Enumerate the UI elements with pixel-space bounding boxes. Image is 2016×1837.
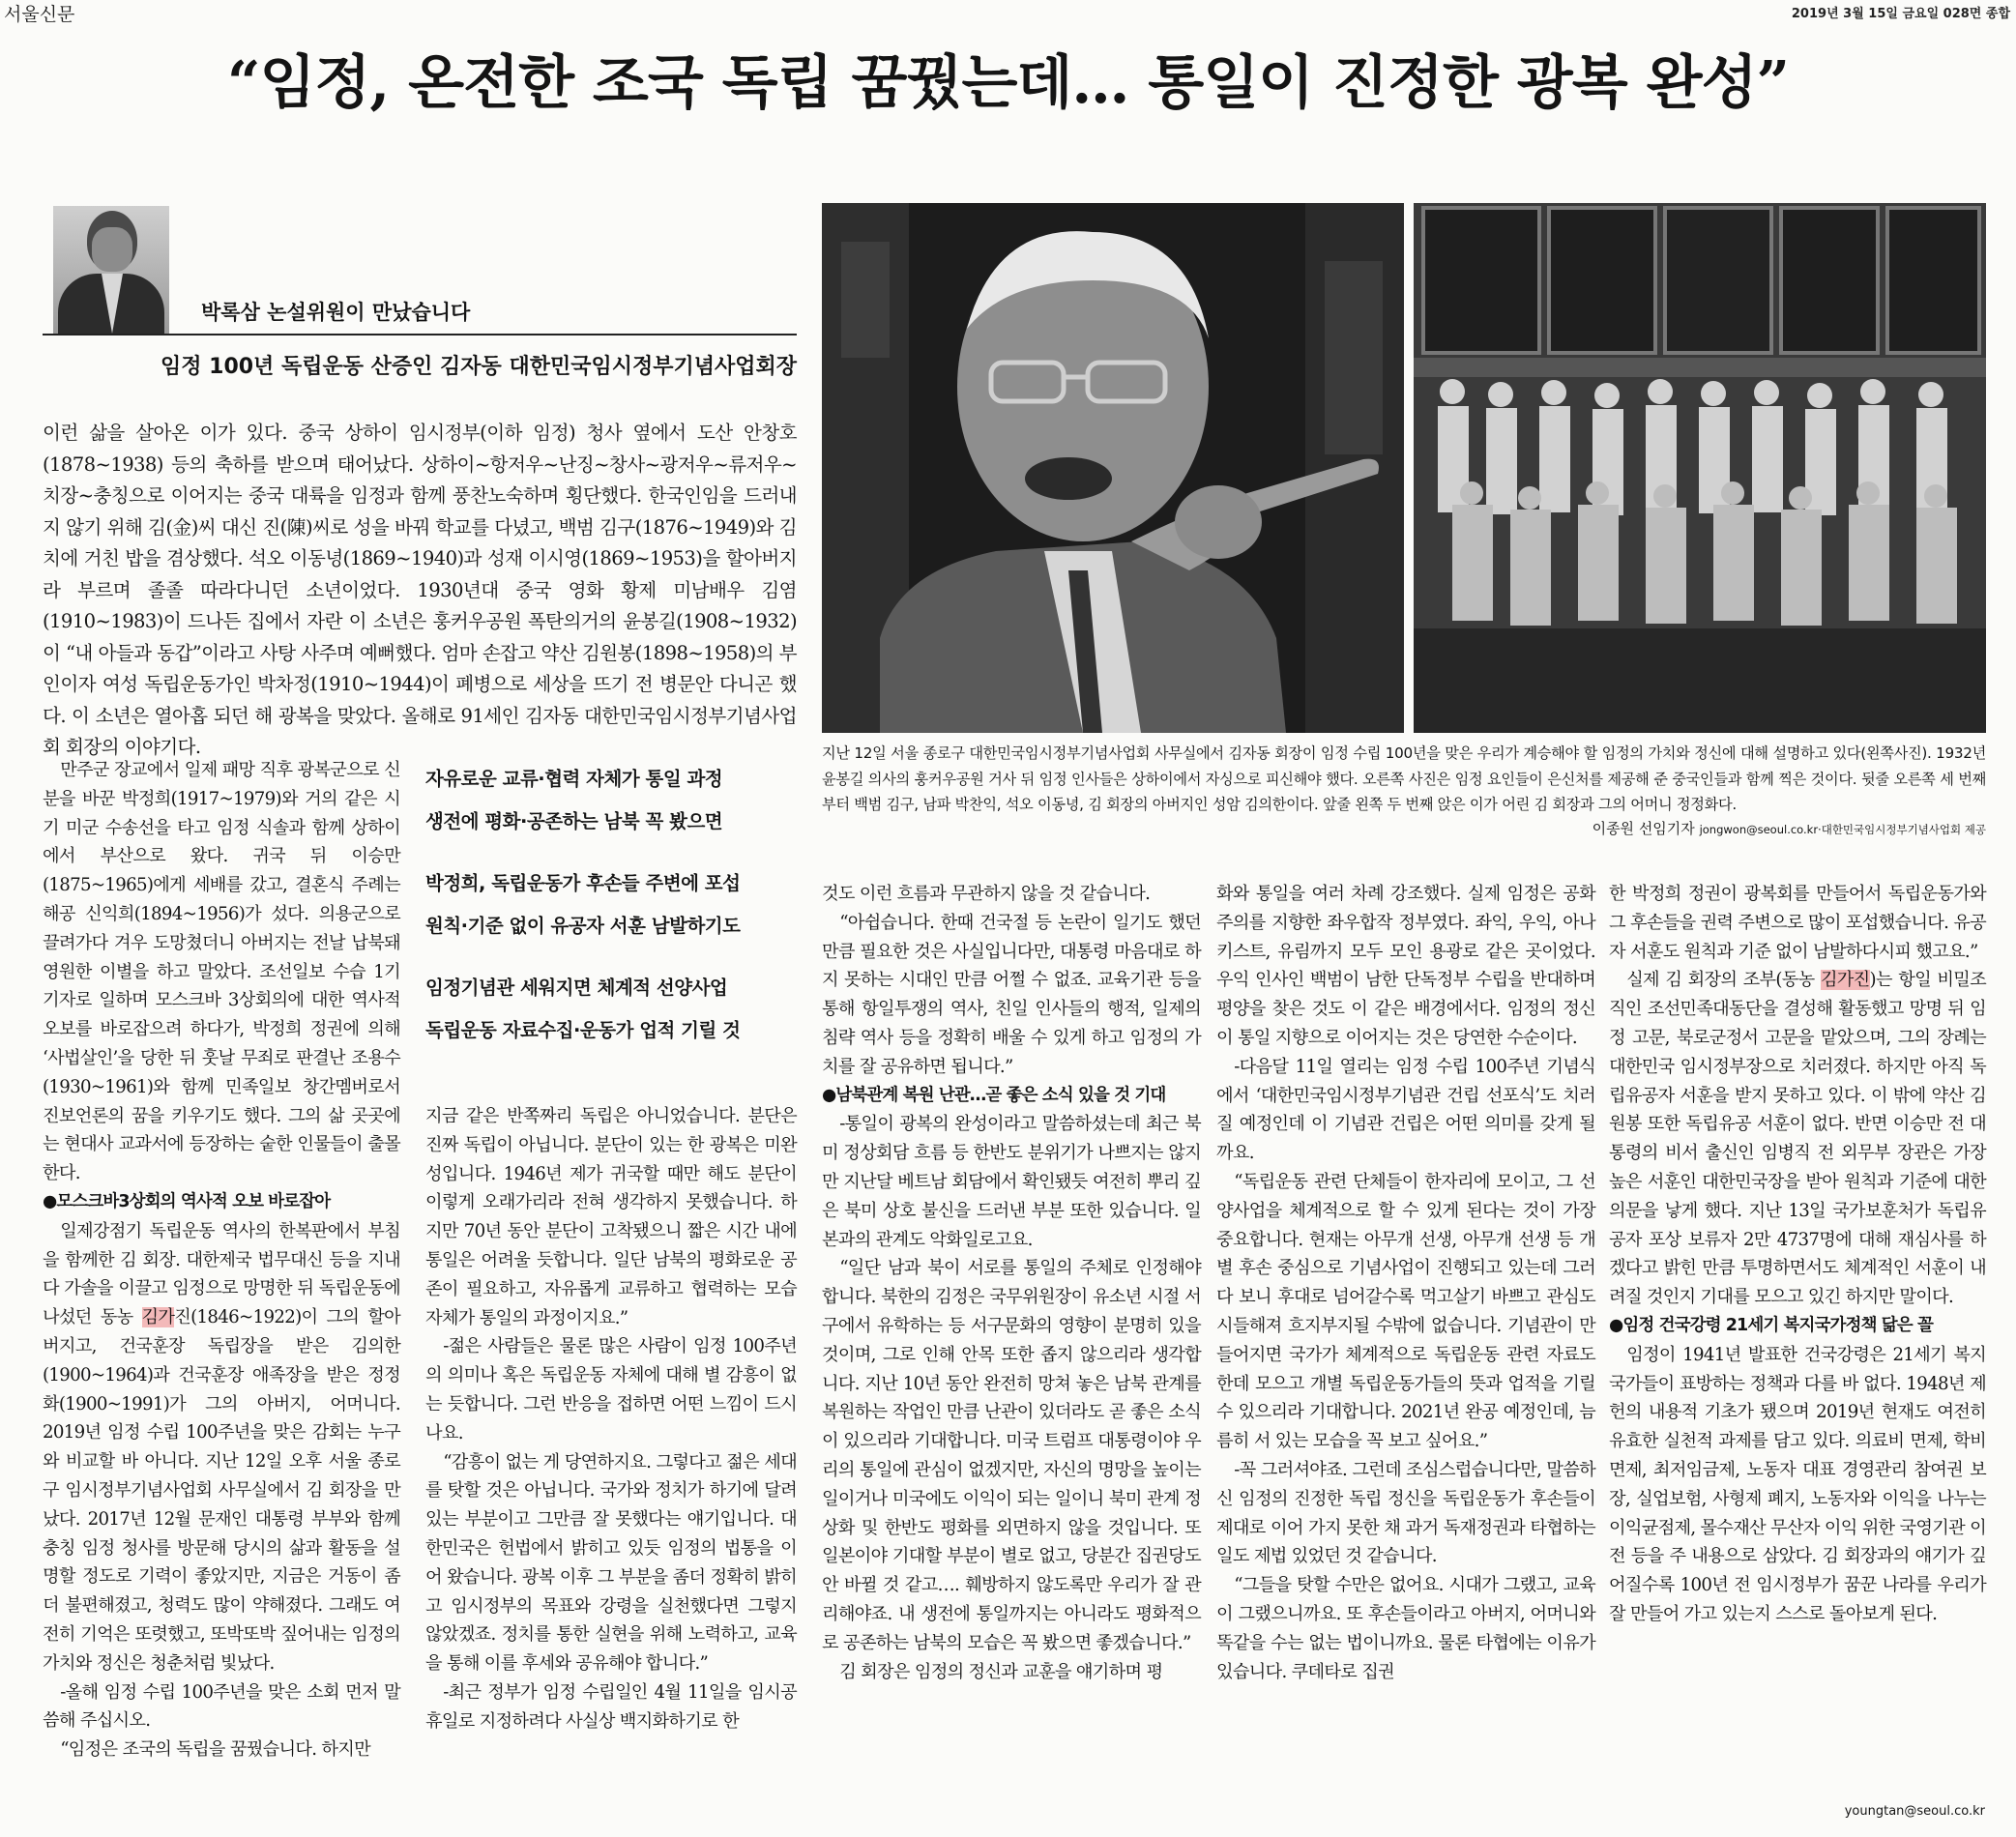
paragraph: 만주군 장교에서 일제 패망 직후 광복군으로 신분을 바꾼 박정희(1917~1979)와 거의 같은 시기 미군 수송선을 타고 임정 식솔과 함께 상하이에서 부산으로 왔다. 귀국 뒤 이승만(1875~1965)에게 세배를 갔고, 결혼식 주례는 해공 신익희(1894~1956)가 섰다. 의용군으로 끌려가다 겨우 도망쳤더니 아버지는 전날 납북돼 영원한 이별을 하고 말았다. 조선일보 수습 1기 기자로 일하며 모스크바 3상회의에 대한 역사적 오보를 바로잡으려 하다가, 박정희 정권에 의해 ‘사법살인’을 당한 뒤 훗날 무죄로 판결난 조용수(1930~1961)와 함께 민족일보 창간멤버로서 진보언론의 꿈을 키우기도 했다. 그의 삶 곳곳에는 현대사 교과서에 등장하는 숱한 인물들이 출몰한다. [43,760,400,1184]
intro-paragraph: 이런 삶을 살아온 이가 있다. 중국 상하이 임시정부(이하 임정) 청사 옆에서 도산 안창호(1878~1938) 등의 축하를 받으며 태어났다. 상하이~항저우~난징~창사~광저우~류저우~치장~충칭으로 이어지는 중국 대륙을 임정과 함께 풍찬노숙하며 횡단했다. 한국인임을 드러내지 않기 위해 김(金)씨 대신 진(陳)씨로 성을 바꿔 학교를 다녔고, 백범 김구(1876~1949)와 김치에 거친 밥을 겸상했다. 석오 이동녕(1869~1940)과 성재 이시영(1869~1953)을 할아버지라 부르며 졸졸 따라다니던 소년이었다. 1930년대 중국 영화 황제 미남배우 김염(1910~1983)이 드나든 집에서 자란 이 소년은 훙커우공원 폭탄의거의 윤봉길(1908~1932)이 “내 아들과 동갑”이라고 사탕 사주며 예뻐했다. 엄마 손잡고 약산 김원봉(1898~1958)의 부인이자 여성 독립운동가인 박차정(1910~1944)이 폐병으로 세상을 뜨기 전 병문안 다니곤 했다. 이 소년은 열아홉 되던 해 광복을 맞았다. 올해로 91세인 김자동 대한민국임시정부기념사업회 회장의 이야기다. [43,422,797,758]
paragraph [43,1217,400,1678]
pull-quote-line: 임정기념관 세워지면 체계적 선양사업 [425,977,728,999]
author-email: youngtan@seoul.co.kr [1844,1804,1985,1819]
highlighted-name: 김가 [141,1307,175,1328]
paragraph: “임정은 조국의 독립을 꿈꿨습니다. 하지만 [60,1739,370,1761]
paragraph: -통일이 광복의 완성이라고 말씀하셨는데 최근 북미 정상회담 흐름 등 한반도 분위기가 나쁘지는 않지만 지난달 베트남 회담에서 확인됐듯 여전히 뿌리 깊은 북미 상호 불신을 드러낸 부분 또한 있습니다. 일본과의 관계도 악화일로고요. [822,1114,1201,1250]
dateline: 2019년 3월 15일 금요일 028면 종합 [1791,7,2010,21]
credit-email: jongwon@seoul.co.kr·대한민국임시정부기념사업회 제공 [1699,823,1986,836]
reporter-portrait [53,206,169,334]
credit-name: 이종원 선임기자 [1592,820,1695,837]
paragraph: 김 회장은 임정의 정신과 교훈을 얘기하며 평 [839,1661,1163,1682]
subhead: 임정 100년 독립운동 산증인 김자동 대한민국임시정부기념사업회장 [160,355,797,379]
pull-quote-line: 박정희, 독립운동가 후손들 주변에 포섭 [425,872,741,894]
text-run: 일제강점기 독립운동 역사의 한복판에서 부침을 함께한 김 회장. 대한제국 법무대신 등을 지내다 가솔을 이끌고 임정으로 망명한 뒤 독립운동에 나섰던 동농 [43,1220,400,1328]
paragraph: 것도 이런 흐름과 무관하지 않을 것 같습니다. [822,884,1151,904]
text-run: 실제 김 회장의 조부(동농 [1626,970,1821,991]
paragraph: “일단 남과 북이 서로를 통일의 주체로 인정해야 합니다. 북한의 김정은 국무위원장이 유소년 시절 서구에서 유학하는 등 서구문화의 영향이 분명히 있을 것이며, 그로 인해 안목 또한 좁지 않으리라 생각합니다. 지난 10년 동안 완전히 망쳐 놓은 남북 관계를 복원하는 작업인 만큼 난관이 있더라도 곧 좋은 소식이 있으리라 기대합니다. 미국 트럼프 대통령이야 우리의 통일에 관심이 없겠지만, 자신의 명망을 높이는 일이거나 미국에도 이익이 되는 일이니 북미 관계 정상화 및 한반도 평화를 외면하지 않을 것입니다. 또 일본이야 기대할 부분이 별로 없고, 당분간 집권당도 안 바뀔 것 같고…. 훼방하지 않도록만 우리가 잘 관리해야죠. 내 생전에 통일까지는 아니라도 평화적으로 공존하는 남북의 모습은 꼭 봤으면 좋겠습니다.” [822,1258,1201,1653]
paragraph: “감흥이 없는 게 당연하지요. 그렇다고 젊은 세대를 탓할 것은 아닙니다. 국가와 정치가 하기에 달려 있는 부분이고 그만큼 잘 못했다는 얘기입니다. 대한민국은 헌법에서 밝히고 있듯 임정의 법통을 이어 왔습니다. 광복 이후 그 부분을 좀더 정확히 밝히고 임시정부의 목표와 강령을 실천했다면 그렇지 않았겠죠. 정치를 통한 실현을 위해 노력하고, 교육을 통해 이를 후세와 공유해야 합니다.” [425,1451,797,1675]
paragraph: 한 박정희 정권이 광복회를 만들어서 독립운동가와 그 후손들을 권력 주변으로 많이 포섭했습니다. 유공자 서훈도 원칙과 기준 없이 남발하다시피 했고요.” [1609,884,1986,962]
paragraph: 지금 같은 반쪽짜리 독립은 아니었습니다. 분단은 진짜 독립이 아닙니다. 분단이 있는 한 광복은 미완성입니다. 1946년 제가 귀국할 때만 해도 분단이 이렇게 오래가리라 전혀 생각하지 못했습니다. 하지만 70년 동안 분단이 고착됐으니 짧은 시간 내에 통일은 어려울 듯합니다. 일단 남북의 평화로운 공존이 필요하고, 자유롭게 교류하고 협력하는 모습 자체가 통일의 과정이지요.” [425,1106,797,1328]
text-run: )는 항일 비밀조직인 조선민족대동단을 결성해 활동했고 망명 뒤 임정 고문, 북로군정서 고문을 맡았으며, 그의 장례는 대한민국 임시정부장으로 치러졌다. 하지만 아직 독립유공자 서훈을 받지 못하고 있다. 이 밖에 약산 김원봉 또한 독립유공 서훈이 없다. 반면 이승만 전 대통령의 비서 출신인 임병직 전 외무부 장관은 가장 높은 서훈인 대한민국장을 받아 원칙과 기준에 대한 의문을 낳게 했다. 지난 13일 국가보훈처가 독립유공자 포상 보류자 2만 4737명에 대해 재심사를 하겠다고 밝힌 만큼 투명하면서도 체계적인 서훈이 내려질 것인지 기대를 모으고 있긴 하지만 말이다. [1609,970,1986,1308]
headline: “임정, 온전한 조국 독립 꿈꿨는데… 통일이 진정한 광복 완성” [226,49,1790,117]
divider [43,334,797,335]
byline: 박록삼 논설위원이 만났습니다 [201,301,471,324]
paragraph: “독립운동 관련 단체들이 한자리에 모이고, 그 선양사업을 체계적으로 할 수 있게 된다는 것이 가장 중요합니다. 현재는 아무개 선생, 아무개 선생 등 개별 후손 중심으로 기념사업이 진행되고 있는데 그러다 보니 후대로 넘어갈수록 먹고살기 바쁘고 관심도 시들해져 흐지부지될 수밖에 없습니다. 기념관이 만들어지면 국가가 체계적으로 독립운동 관련 자료도 한데 모으고 개별 독립운동가들의 뜻과 업적을 기릴 수 있으리라 기대합니다. 2021년 완공 예정인데, 늠름히 서 있는 모습을 꼭 보고 싶어요.” [1216,1171,1595,1452]
paragraph: -다음달 11일 열리는 임정 수립 100주년 기념식에서 ‘대한민국임시정부기념관 건립 선포식’도 치러질 예정인데 이 기념관 건립은 어떤 의미를 갖게 될까요. [1216,1056,1595,1164]
pull-quote-3 [425,967,797,1052]
photo-credit [822,818,1986,838]
pull-quote-line: 원칙·기준 없이 유공자 서훈 남발하기도 [425,915,741,937]
paragraph: -최근 정부가 임정 수립일인 4월 11일을 임시공휴일로 지정하려다 사실상 백지화하기로 한 [425,1681,797,1732]
article-column-4 [1216,880,1595,1686]
photo-historical-group [1414,203,1986,733]
paragraph: -올해 임정 수립 100주년을 맞은 소회 먼저 말씀해 주십시오. [43,1681,400,1732]
section-heading: ●모스크바3상회의 역사적 오보 바로잡아 [43,1191,331,1211]
pull-quote-1 [425,758,797,843]
article-column-1 [43,756,400,1764]
paragraph: -꼭 그러셔야죠. 그런데 조심스럽습니다만, 말씀하신 임정의 진정한 독립 정신을 독립운동가 후손들이 제대로 이어 가지 못한 채 과거 독재정권과 타협하는 일도 제법 있었던 것 같습니다. [1216,1459,1595,1567]
newspaper-masthead: 서울신문 [4,4,75,25]
paragraph [1609,966,1986,1312]
text-run: 진(1846~1922)이 그의 할아버지고, 건국훈장 독립장을 받은 김의한(1900~1964)과 건국훈장 애족장을 받은 정정화(1900~1991)가 그의 아버지, 어머니다. 2019년 임정 수립 100주년을 맞은 감회는 누구와 비교할 바 아니다. 지난 12일 오후 서울 종로구 임시정부기념사업회 사무실에서 김 회장을 만났다. 2017년 12월 문재인 대통령 부부와 함께 충칭 임정 청사를 방문해 당시의 삶과 활동을 설명할 정도로 기력이 좋았지만, 지금은 거동이 좀더 불편해졌고, 청력도 많이 약해졌다. 그래도 여전히 기억은 또렷했고, 또박또박 짚어내는 임정의 가치와 정신은 청춘처럼 빛났다. [43,1307,400,1674]
highlighted-name: 김가진 [1820,970,1870,991]
article-column-3 [822,880,1201,1686]
section-heading: ●임정 건국강령 21세기 복지국가정책 닮은 꼴 [1609,1315,1933,1335]
paragraph: -젊은 사람들은 물론 많은 사람이 임정 100주년의 의미나 혹은 독립운동 자체에 대해 별 감흥이 없는 듯합니다. 그런 반응을 접하면 어떤 느낌이 드시나요. [425,1336,797,1443]
pull-quote-2 [425,862,797,948]
paragraph: 화와 통일을 여러 차례 강조했다. 실제 임정은 공화주의를 지향한 좌우합작 정부였다. 좌익, 우익, 아나키스트, 유림까지 모두 모인 용광로 같은 곳이었다. 우익 인사인 백범이 남한 단독정부 수립을 반대하며 평양을 찾은 것도 이 같은 배경에서다. 임정의 정신이 통일 지향으로 이어지는 것은 당연한 수순이다. [1216,884,1595,1048]
paragraph: “아쉽습니다. 한때 건국절 등 논란이 일기도 했던 만큼 필요한 것은 사실입니다만, 대통령 마음대로 하지 못하는 시대인 만큼 어쩔 수 없죠. 교육기관 등을 통해 항일투쟁의 역사, 친일 인사들의 행적, 일제의 침략 역사 등을 정확히 배울 수 있게 하고 임정의 가치를 잘 공유하면 됩니다.” [822,912,1201,1077]
pull-quote-line: 독립운동 자료수집·운동가 업적 기릴 것 [425,1019,741,1041]
pull-quote-line: 생전에 평화·공존하는 남북 꼭 봤으면 [425,810,723,832]
article-column-2 [425,1102,797,1736]
paragraph: 임정이 1941년 발표한 건국강령은 21세기 복지국가들이 표방하는 정책과 다를 바 없다. 1948년 제헌의 내용적 기초가 됐으며 2019년 현재도 여전히 유효한 실천적 과제를 담고 있다. 의료비 면제, 학비 면제, 최저임금제, 노동자 대표 경영관리 참여권 보장, 실업보험, 사형제 폐지, 노동자와 이익을 나누는 이익균점제, 몰수재산 무산자 이익 위한 국영기관 이전 등을 주 내용으로 삼았다. 김 회장과의 얘기가 깊어질수록 100년 전 임시정부가 꿈꾼 나라를 우리가 잘 만들어 가고 있는지 스스로 돌아보게 된다. [1609,1344,1986,1624]
pull-quote-line: 자유로운 교류·협력 자체가 통일 과정 [425,768,723,790]
photo-interview [822,203,1404,733]
section-heading: ●남북관계 복원 난관…곧 좋은 소식 있을 것 기대 [822,1085,1166,1105]
paragraph: “그들을 탓할 수만은 없어요. 시대가 그랬고, 교육이 그랬으니까요. 또 후손들이라고 아버지, 어머니와 똑같을 수는 없는 법이니까요. 물론 타협에는 이유가 있습니다. 쿠데타로 집권 [1216,1575,1595,1682]
article-column-5 [1609,880,1986,1629]
photo-caption: 지난 12일 서울 종로구 대한민국임시정부기념사업회 사무실에서 김자동 회장이 임정 수립 100년을 맞은 우리가 계승해야 할 임정의 가치와 정신에 대해 설명하고 있다(왼쪽사진). 1932년 윤봉길 의사의 훙커우공원 거사 뒤 임정 인사들은 상하이에서 자싱으로 피신해야 했다. 오른쪽 사진은 임정 요인들이 은신처를 제공해 준 중국인들과 함께 찍은 것이다. 뒷줄 오른쪽 세 번째부터 백범 김구, 남파 박찬익, 석오 이동녕, 김 회장의 아버지인 성암 김의한이다. 앞줄 왼쪽 두 번째 앉은 이가 어린 김 회장과 그의 어머니 정정화다. [822,744,1986,813]
